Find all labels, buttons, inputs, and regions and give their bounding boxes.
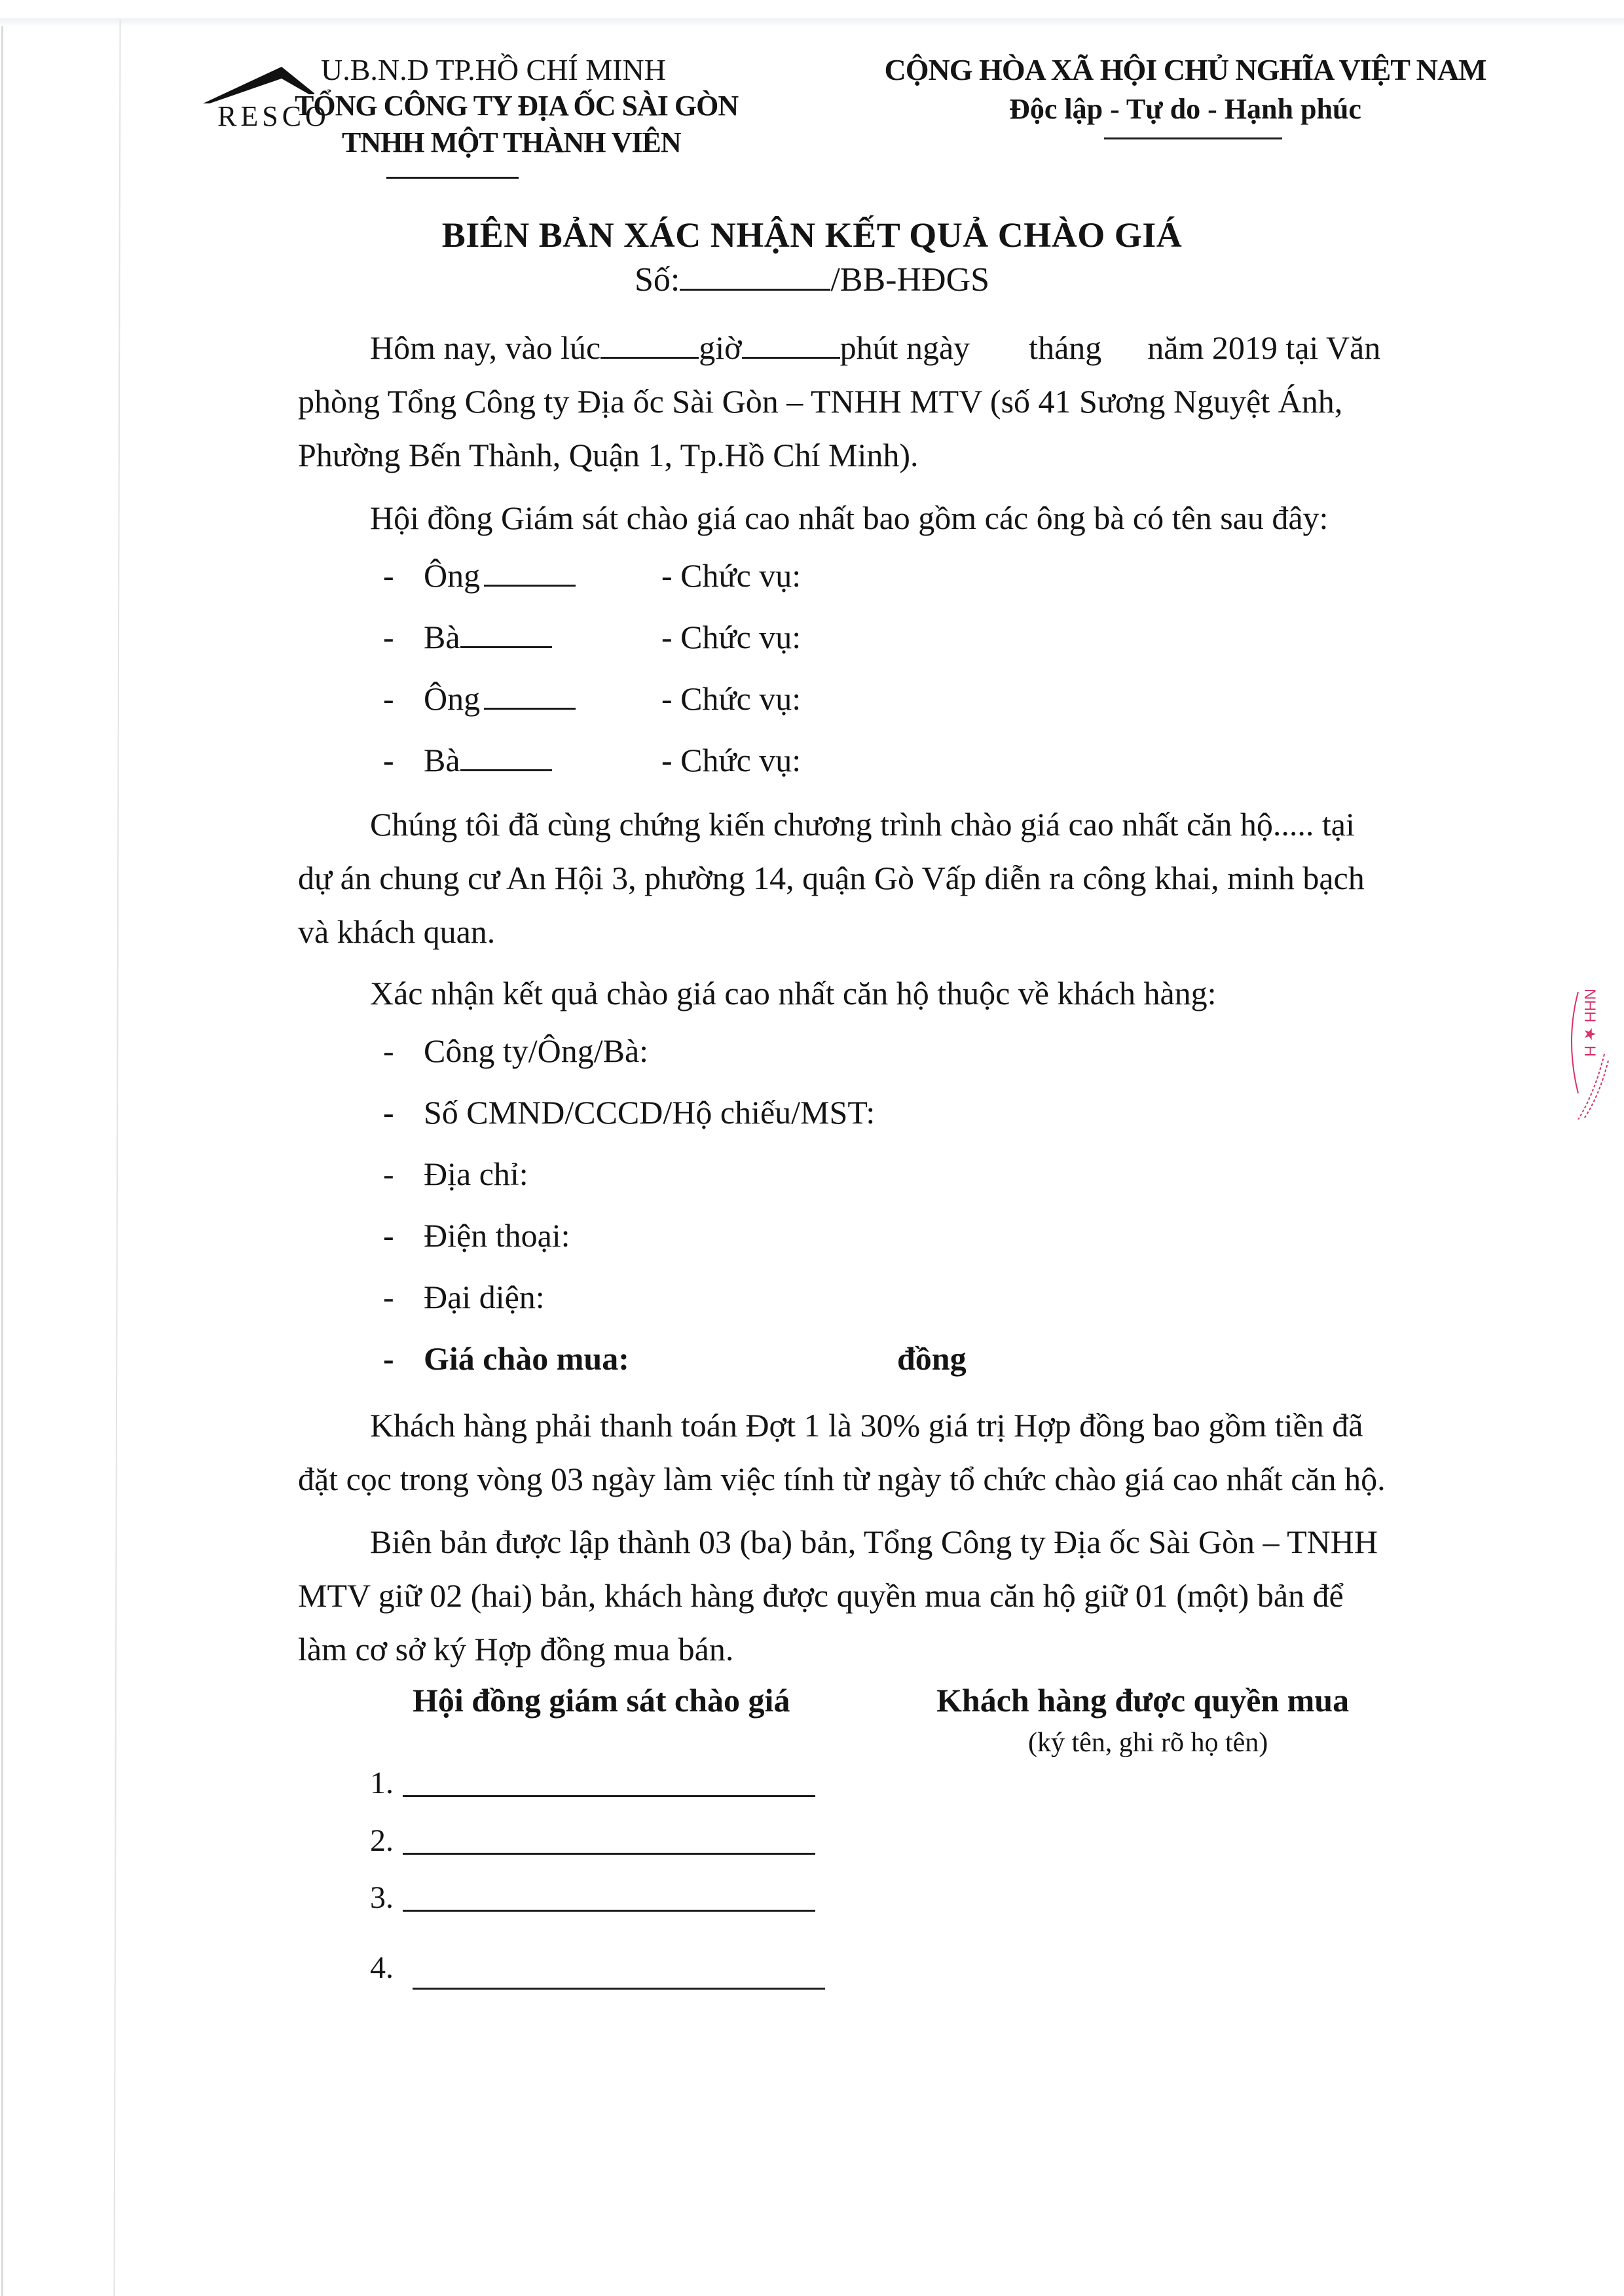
signature-number: 4. [370, 1950, 394, 1985]
member-name-blank[interactable] [484, 584, 576, 587]
customer-field-price: - Giá chào mua: đồng [298, 1332, 1490, 1393]
payment-paragraph: Khách hàng phải thanh toán Đợt 1 là 30% giá trị Hợp đồng bao gồm tiền đã đặt cọc trong vòng 03 ngày làm việc tính từ ngày tổ chức chào giá cao nhất căn hộ. [298, 1407, 1386, 1497]
customer-field-phone: - Điện thoại: [383, 1217, 570, 1254]
document-number [0, 261, 1624, 299]
customer-field-address: - Địa chỉ: [383, 1156, 528, 1192]
intro-line-3: Phường Bến Thành, Quận 1, Tp.Hồ Chí Minh). [298, 437, 919, 473]
resco-logo [203, 65, 330, 132]
signature-line[interactable] [403, 1910, 815, 1912]
page-fold-line [113, 20, 120, 2296]
council-member-row: - Ông - Chức vụ: [298, 672, 1490, 733]
hour-blank[interactable] [600, 356, 699, 359]
customer-signature-note: (ký tên, ghi rõ họ tên) [1028, 1728, 1268, 1758]
stamp-seal-icon [1559, 962, 1611, 1120]
role-label: - Chức vụ: [661, 557, 802, 594]
council-member-row: - Bà - Chức vụ: [298, 733, 1490, 795]
member-name-blank[interactable] [460, 646, 552, 648]
customer-fields [298, 1024, 1490, 1393]
parent-authority: U.B.N.D TP.HỒ CHÍ MINH [321, 53, 666, 86]
confirmation-intro: Xác nhận kết quả chào giá cao nhất căn hộ thuộc về khách hàng: [370, 975, 1217, 1011]
intro-line-2: phòng Tổng Công ty Địa ốc Sài Gòn – TNHH MTV (số 41 Sương Nguyệt Ánh, [298, 383, 1343, 420]
confirmation-section [298, 966, 1490, 1020]
signature-line[interactable] [403, 1795, 815, 1797]
council-section [298, 491, 1490, 545]
header-divider [386, 177, 519, 179]
number-prefix: Số: [634, 261, 680, 299]
customer-field-id: - Số CMND/CCCD/Hộ chiếu/MST: [383, 1094, 876, 1131]
member-name-blank[interactable] [484, 707, 576, 710]
company-name: TỔNG CÔNG TY ĐỊA ỐC SÀI GÒN [295, 90, 739, 122]
council-members [298, 549, 1490, 795]
role-label: - Chức vụ: [661, 680, 802, 717]
number-suffix: /BB-HĐGS [830, 261, 990, 299]
customer-field-company: - Công ty/Ông/Bà: [383, 1032, 649, 1069]
role-label: - Chức vụ: [661, 742, 802, 778]
council-intro: Hội đồng Giám sát chào giá cao nhất bao gồm các ông bà có tên sau đây: [370, 500, 1329, 536]
signature-number: 2. [370, 1823, 394, 1858]
page-edge [1, 26, 3, 2296]
signature-line[interactable] [403, 1853, 815, 1855]
logo-text: RESCO [217, 100, 330, 132]
currency-unit: đồng [897, 1340, 967, 1377]
copies-paragraph: Biên bản được lập thành 03 (ba) bản, Tổng Công ty Địa ốc Sài Gòn – TNHH MTV giữ 02 (hai) bản, khách hàng được quyền mua căn hộ giữ 01 (một) bản để làm cơ sở ký Hợp đồng mua bán. [298, 1523, 1378, 1667]
scan-edge [0, 18, 1624, 27]
council-signature-heading: Hội đồng giám sát chào giá [413, 1682, 790, 1719]
stamp-text: NHH ★ H [1581, 989, 1598, 1057]
signature-line[interactable] [413, 1988, 825, 1990]
member-name-blank[interactable] [460, 769, 552, 771]
document-title: BIÊN BẢN XÁC NHẬN KẾT QUẢ CHÀO GIÁ [441, 215, 1183, 255]
national-header [845, 52, 1526, 139]
witness-paragraph: Chúng tôi đã cùng chứng kiến chương trình chào giá cao nhất căn hộ..... tại dự án chung cư An Hội 3, phường 14, quận Gò Vấp diễn ra công khai, minh bạch và khách quan. [298, 806, 1365, 950]
company-type: TNHH MỘT THÀNH VIÊN [342, 126, 681, 158]
council-member-row: - Bà - Chức vụ: [298, 610, 1490, 672]
intro-line-1: Hôm nay, vào lúc giờ phút ngày tháng năm 2019 tại Văn [370, 329, 1381, 366]
council-member-row: - Ông - Chức vụ: [298, 549, 1490, 610]
national-motto: Độc lập - Tự do - Hạnh phúc [1009, 93, 1361, 125]
motto-divider [1104, 137, 1282, 139]
intro-paragraph [298, 321, 1490, 482]
company-stamp [1559, 962, 1611, 1120]
signature-number: 1. [370, 1766, 394, 1800]
minute-blank[interactable] [742, 356, 840, 359]
customer-field-representative: - Đại diện: [383, 1279, 545, 1315]
role-label: - Chức vụ: [661, 619, 802, 655]
signature-number: 3. [370, 1880, 394, 1915]
customer-signature-heading: Khách hàng được quyền mua [936, 1682, 1350, 1719]
nation-name: CỘNG HÒA XÃ HỘI CHỦ NGHĨA VIỆT NAM [884, 53, 1486, 86]
number-blank[interactable] [680, 288, 830, 291]
